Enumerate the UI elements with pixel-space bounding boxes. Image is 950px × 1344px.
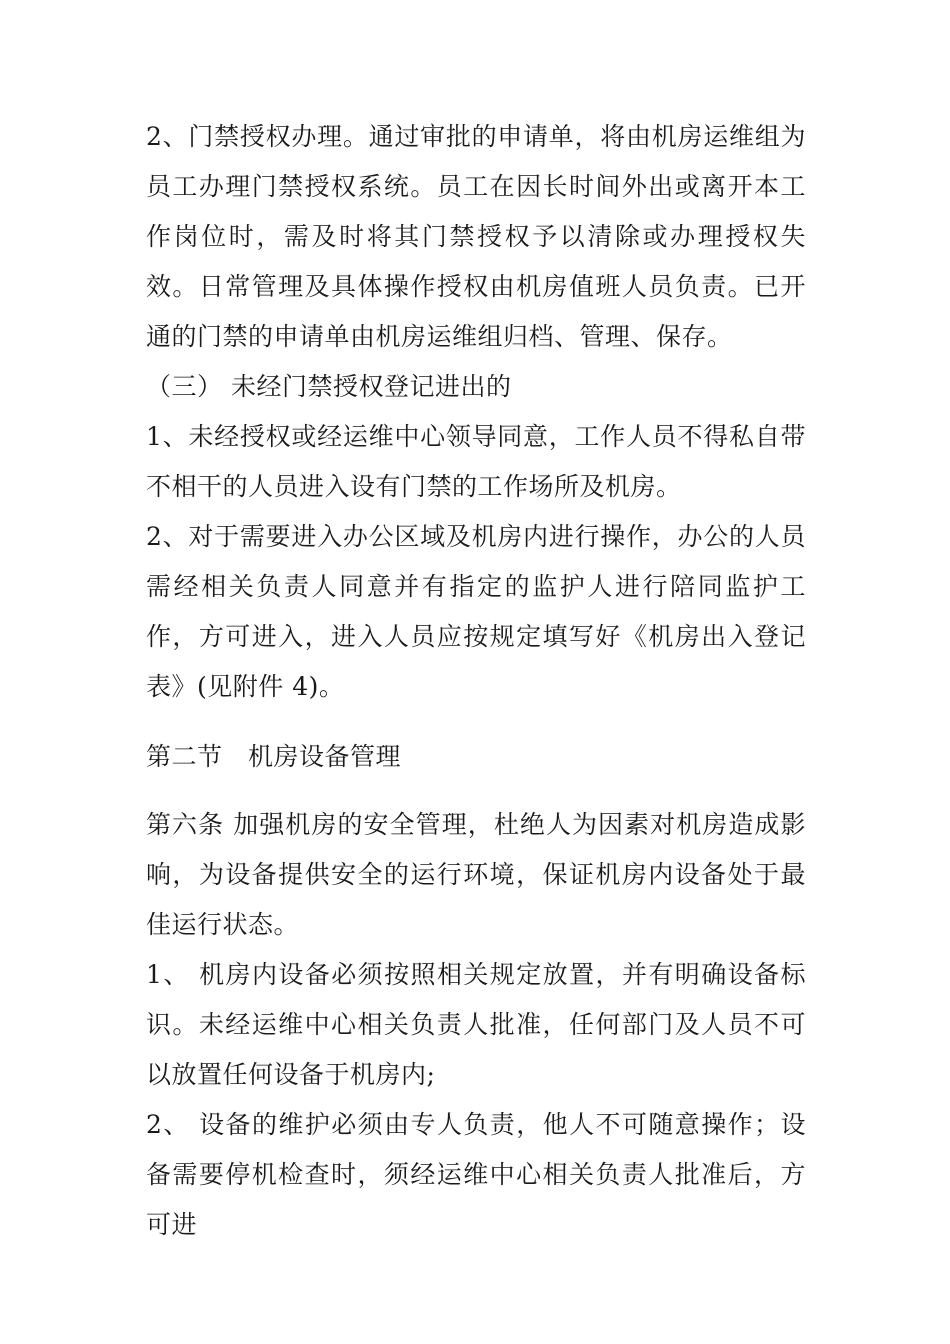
- paragraph-unauthorized-rule-2: 2、对于需要进入办公区域及机房内进行操作，办公的人员需经相关负责人同意并有指定的监护人进行陪同监护工作，方可进入，进入人员应按规定填写好《机房出入登记表》(见附件 4)。: [146, 522, 806, 701]
- paragraph-unauthorized-rule-1: 1、未经授权或经运维中心领导同意，工作人员不得私自带不相干的人员进入设有门禁的工作场所及机房。: [146, 422, 806, 501]
- paragraph-equipment-rule-2: 2、 设备的维护必须由专人负责，他人不可随意操作；设备需要停机检查时，须经运维中心相关负责人批准后，方可进: [146, 1110, 806, 1239]
- paragraph-equipment-rule-1: 1、 机房内设备必须按照相关规定放置，并有明确设备标识。未经运维中心相关负责人批准，任何部门及人员不可以放置任何设备于机房内;: [146, 960, 806, 1089]
- subheading-unauthorized-entry: （三） 未经门禁授权登记进出的: [146, 372, 512, 401]
- document-body: [146, 112, 806, 1250]
- section-heading-equipment: 第二节 机房设备管理: [146, 742, 402, 771]
- paragraph-access-authorization: 2、门禁授权办理。通过审批的申请单，将由机房运维组为员工办理门禁授权系统。员工在因长时间外出或离开本工作岗位时，需及时将其门禁授权予以清除或办理授权失效。日常管理及具体操作授权由机房值班人员负责。已开通的门禁的申请单由机房运维组归档、管理、保存。: [146, 122, 806, 351]
- paragraph-article-six: 第六条 加强机房的安全管理，杜绝人为因素对机房造成影响，为设备提供安全的运行环境，保证机房内设备处于最佳运行状态。: [146, 810, 806, 939]
